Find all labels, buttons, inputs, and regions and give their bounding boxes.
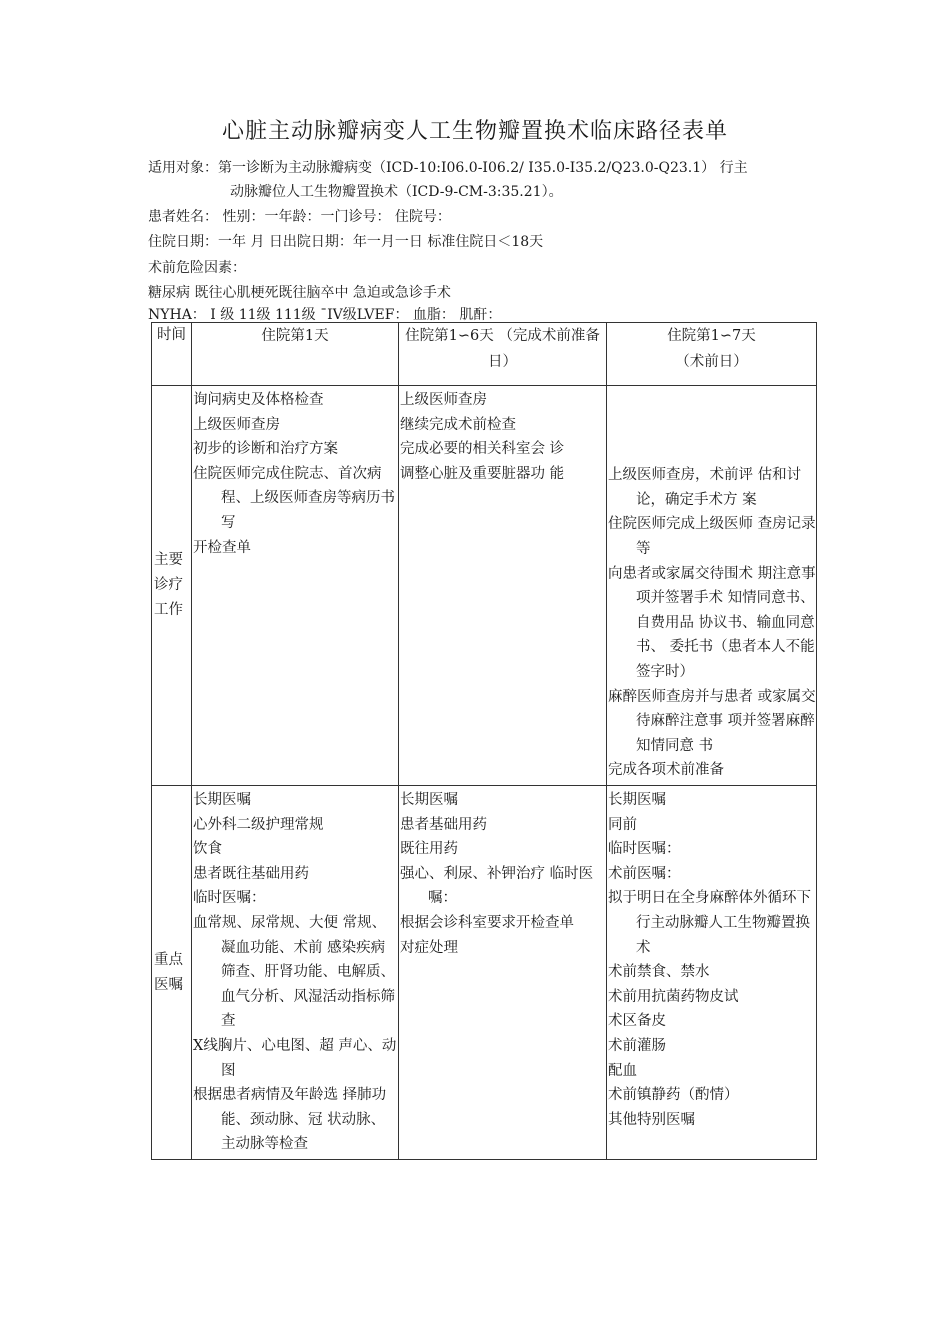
- list-item: 患者基础用药: [400, 816, 487, 833]
- risk-factors-label: 术前危险因素：: [148, 260, 246, 276]
- list-item: 临时医嘱：: [608, 841, 681, 858]
- list-item: 开检查单: [193, 539, 251, 556]
- list-item: 患者既往基础用药: [193, 865, 309, 882]
- list-item: 上级医师查房，术前评 估和讨论，确定手术方 案: [608, 467, 802, 508]
- main-work-day1-cell: [192, 386, 399, 786]
- list-item: 住院医师完成上级医师 查房记录等: [608, 516, 816, 558]
- main-work-day1-6-cell: [399, 386, 607, 786]
- nyha-line: NYHA： I 级 11级 111级 ˉIV级LVEF： 血脂： 肌酐：: [148, 307, 502, 323]
- list-item: X线胸片、心电图、超 声心、动图: [193, 1037, 397, 1079]
- list-item: 长期医嘱: [400, 792, 458, 808]
- list-item: 强心、利尿、补钾治疗 临时医嘱：: [400, 865, 594, 907]
- table-row-key-orders: [152, 786, 817, 1160]
- scope-line-2: 动脉瓣位人工生物瓣置换术（ICD-9-CM-3:35.21）。: [230, 184, 563, 200]
- table-row-main-work: [152, 386, 817, 786]
- patient-info-line: 患者姓名： 性别：一年龄：一门诊号： 住院号：: [148, 209, 451, 225]
- list-item: 术前镇静药（酌情）: [608, 1087, 739, 1104]
- risk-factors-items: 糖尿病 既往心肌梗死既往脑卒中 急迫或急诊手术: [148, 285, 451, 301]
- col-day1-header: 住院第1天: [192, 323, 399, 386]
- list-item: 拟于明日在全身麻醉体外循环下行主动脉瓣人工生物瓣置换术: [608, 890, 811, 956]
- list-item: 术前灌肠: [608, 1037, 666, 1054]
- list-item: 其他特别医嘱: [608, 1111, 695, 1128]
- list-item: 继续完成术前检查: [400, 416, 516, 433]
- list-item: 术区备皮: [608, 1013, 666, 1030]
- col-day1-6-header: 住院第1∽6天 （完成术前准备日）: [399, 323, 607, 386]
- list-item: 长期医嘱: [608, 792, 666, 808]
- time-header: 时间: [152, 323, 192, 386]
- list-item: 向患者或家属交待围术 期注意事项并签署手术 知情同意书、自费用品 协议书、输血同意书、 委托书（患者本人不能 签字时）: [608, 565, 816, 681]
- scope-line-1: 适用对象：第一诊断为主动脉瓣病变（ICD-10:I06.0-I06.2/ I35.0-I35.2/Q23.0-Q23.1） 行主: [148, 160, 748, 176]
- row-label-main-work: 主要诊疗工作: [152, 386, 192, 786]
- page-title: 心脏主动脉瓣病变人工生物瓣置换术临床路径表单: [221, 119, 728, 144]
- list-item: 配血: [608, 1062, 637, 1079]
- admission-dates-line: 住院日期：一年 月 日出院日期：年一月一日 标准住院日＜18天: [148, 234, 544, 250]
- list-item: 初步的诊断和治疗方案: [193, 441, 338, 458]
- list-item: 调整心脏及重要脏器功 能: [400, 465, 565, 482]
- list-item: 同前: [608, 816, 637, 833]
- list-item: 术前医嘱：: [608, 865, 681, 882]
- list-item: 完成各项术前准备: [608, 762, 724, 779]
- list-item: 饮食: [193, 841, 222, 858]
- list-item: 完成必要的相关科室会 诊: [400, 441, 565, 458]
- key-orders-day1-6-cell: [399, 786, 607, 1160]
- list-item: 上级医师查房: [400, 392, 487, 408]
- main-work-day1-7-cell: [607, 386, 817, 786]
- key-orders-day1-7-cell: [607, 786, 817, 1160]
- list-item: 住院医师完成住院志、首次病程、上级医师查房等病历书写: [193, 465, 395, 531]
- list-item: 术前禁食、禁水: [608, 964, 710, 981]
- col-day1-7-header-line2: （术前日）: [675, 354, 748, 370]
- list-item: 血常规、尿常规、大便 常规、凝血功能、术前 感染疾病筛查、肝肾功能、电解质、血气分析、风湿活动指标筛查: [193, 914, 395, 1030]
- list-item: 上级医师查房: [193, 416, 280, 433]
- list-item: 根据患者病情及年龄选 择肺功能、颈动脉、冠 状动脉、主动脉等检查: [193, 1087, 387, 1153]
- row-label-key-orders: 重点医嘱: [152, 786, 192, 1160]
- col-day1-7-header-line1: 住院第1∽7天: [667, 328, 756, 344]
- list-item: 对症处理: [400, 939, 458, 956]
- clinical-pathway-table: [151, 322, 817, 1160]
- list-item: 术前用抗菌药物皮试: [608, 988, 739, 1005]
- list-item: 长期医嘱: [193, 792, 251, 808]
- list-item: 心外科二级护理常规: [193, 816, 324, 833]
- list-item: 既往用药: [400, 841, 458, 858]
- key-orders-day1-cell: [192, 786, 399, 1160]
- list-item: 询问病史及体格检查: [193, 392, 324, 408]
- table-header-row: [152, 323, 817, 386]
- list-item: 根据会诊科室要求开检查单: [400, 914, 574, 931]
- list-item: 临时医嘱：: [193, 890, 266, 907]
- list-item: 麻醉医师查房并与患者 或家属交待麻醉注意事 项并签署麻醉知情同意 书: [608, 688, 816, 754]
- col-day1-7-header: [607, 323, 817, 386]
